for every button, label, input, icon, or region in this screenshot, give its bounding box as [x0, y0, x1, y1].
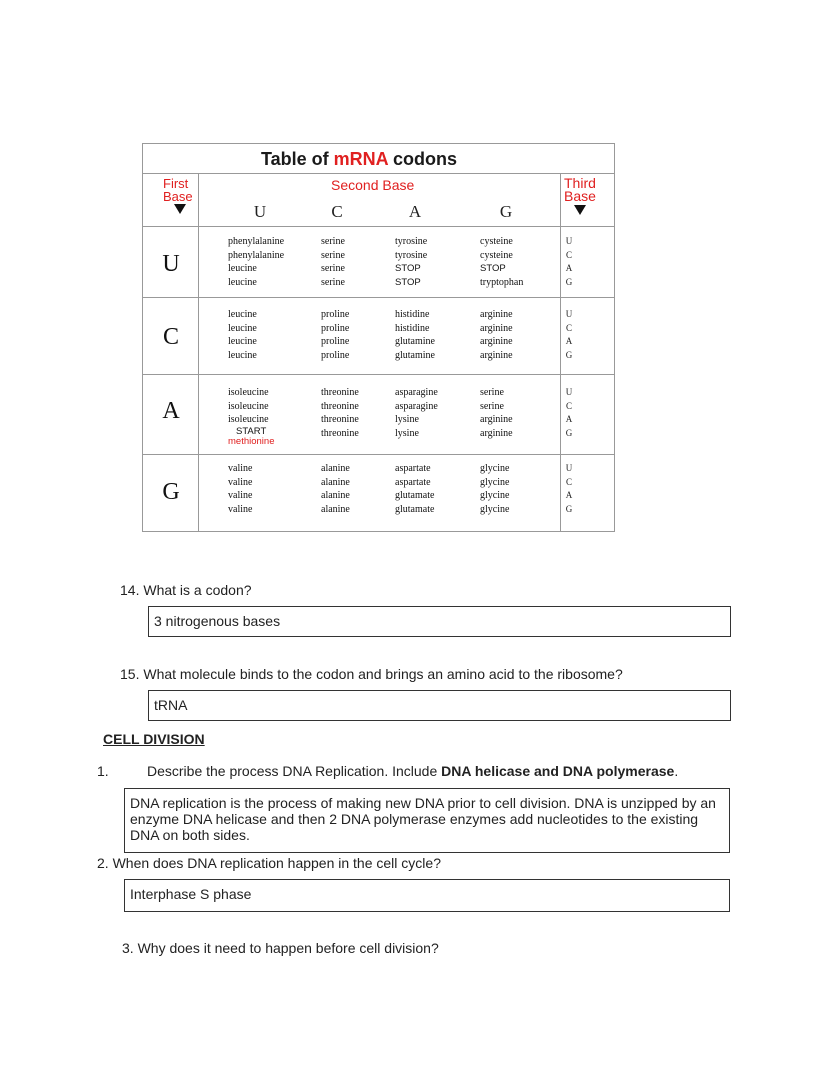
codon-cell-gc: alanine alanine alanine alanine	[321, 463, 350, 515]
first-base-arrow-icon	[174, 204, 186, 214]
question-15: 15. What molecule binds to the codon and brings an amino acid to the ribosome?	[120, 666, 623, 682]
codon-cell-cu: leucine leucine leucine leucine	[228, 309, 257, 361]
third-base-arrow-icon	[574, 205, 586, 215]
third-base-column-g: U C A G	[565, 463, 573, 514]
question-1-number: 1.	[97, 763, 109, 779]
question-1: Describe the process DNA Replication. Include DNA helicase and DNA polymerase.	[147, 763, 679, 779]
third-base-column-a: U C A G	[565, 387, 573, 438]
cell-division-heading: CELL DIVISION	[103, 731, 205, 747]
codon-cell-ga: aspartate aspartate glutamate glutamate	[395, 463, 435, 515]
first-base-c: C	[162, 324, 179, 350]
answer-15-field[interactable]: tRNA	[148, 690, 731, 721]
second-base-label: Second Base	[331, 177, 415, 193]
answer-1-field[interactable]: DNA replication is the process of making new DNA prior to cell division. DNA is unzipped by an enzyme DNA helicase and then 2 DNA polymerase enzymes add nucleotides to the existing DNA on both sides.	[124, 788, 730, 853]
codon-cell-uu: phenylalanine phenylalanine leucine leucine	[228, 236, 285, 288]
codon-cell-aa: asparagine asparagine lysine lysine	[395, 387, 438, 439]
third-base-column-u: U C A G	[565, 236, 573, 287]
answer-14-field[interactable]: 3 nitrogenous bases	[148, 606, 731, 637]
table-title: Table of mRNA codons	[261, 149, 458, 169]
question-14: 14. What is a codon?	[120, 582, 252, 598]
codon-cell-ag: serine serine arginine arginine	[480, 387, 513, 439]
codon-table	[142, 143, 615, 532]
codon-cell-ca: histidine histidine glutamine glutamine	[395, 309, 435, 361]
codon-cell-gu: valine valine valine valine	[228, 463, 253, 515]
second-base-c: C	[331, 202, 343, 221]
codon-cell-cg: arginine arginine arginine arginine	[480, 309, 513, 361]
third-base-column-c: U C A G	[565, 309, 573, 360]
answer-2-field[interactable]: Interphase S phase	[124, 879, 730, 912]
first-base-u: U	[162, 251, 180, 277]
codon-cell-ua: tyrosine tyrosine STOP STOP	[395, 236, 428, 288]
question-3: 3. Why does it need to happen before cell division?	[122, 940, 439, 956]
second-base-a: A	[408, 202, 422, 221]
second-base-u: U	[253, 202, 267, 221]
codon-cell-uc: serine serine serine serine	[321, 236, 345, 288]
codon-cell-ac: threonine threonine threonine threonine	[321, 387, 359, 439]
first-base-a: A	[162, 398, 180, 424]
first-base-label: First Base	[163, 176, 193, 204]
codon-cell-gg: glycine glycine glycine glycine	[480, 463, 510, 515]
question-2: 2. When does DNA replication happen in the cell cycle?	[97, 855, 441, 871]
third-base-label: Third Base	[564, 175, 596, 204]
second-base-g: G	[499, 202, 513, 221]
codon-cell-au: isoleucine isoleucine isoleucine START methionine	[228, 387, 275, 447]
codon-cell-cc: proline proline proline proline	[321, 309, 350, 361]
codon-cell-ug: cysteine cysteine STOP tryptophan	[480, 236, 524, 288]
first-base-g: G	[162, 479, 180, 505]
